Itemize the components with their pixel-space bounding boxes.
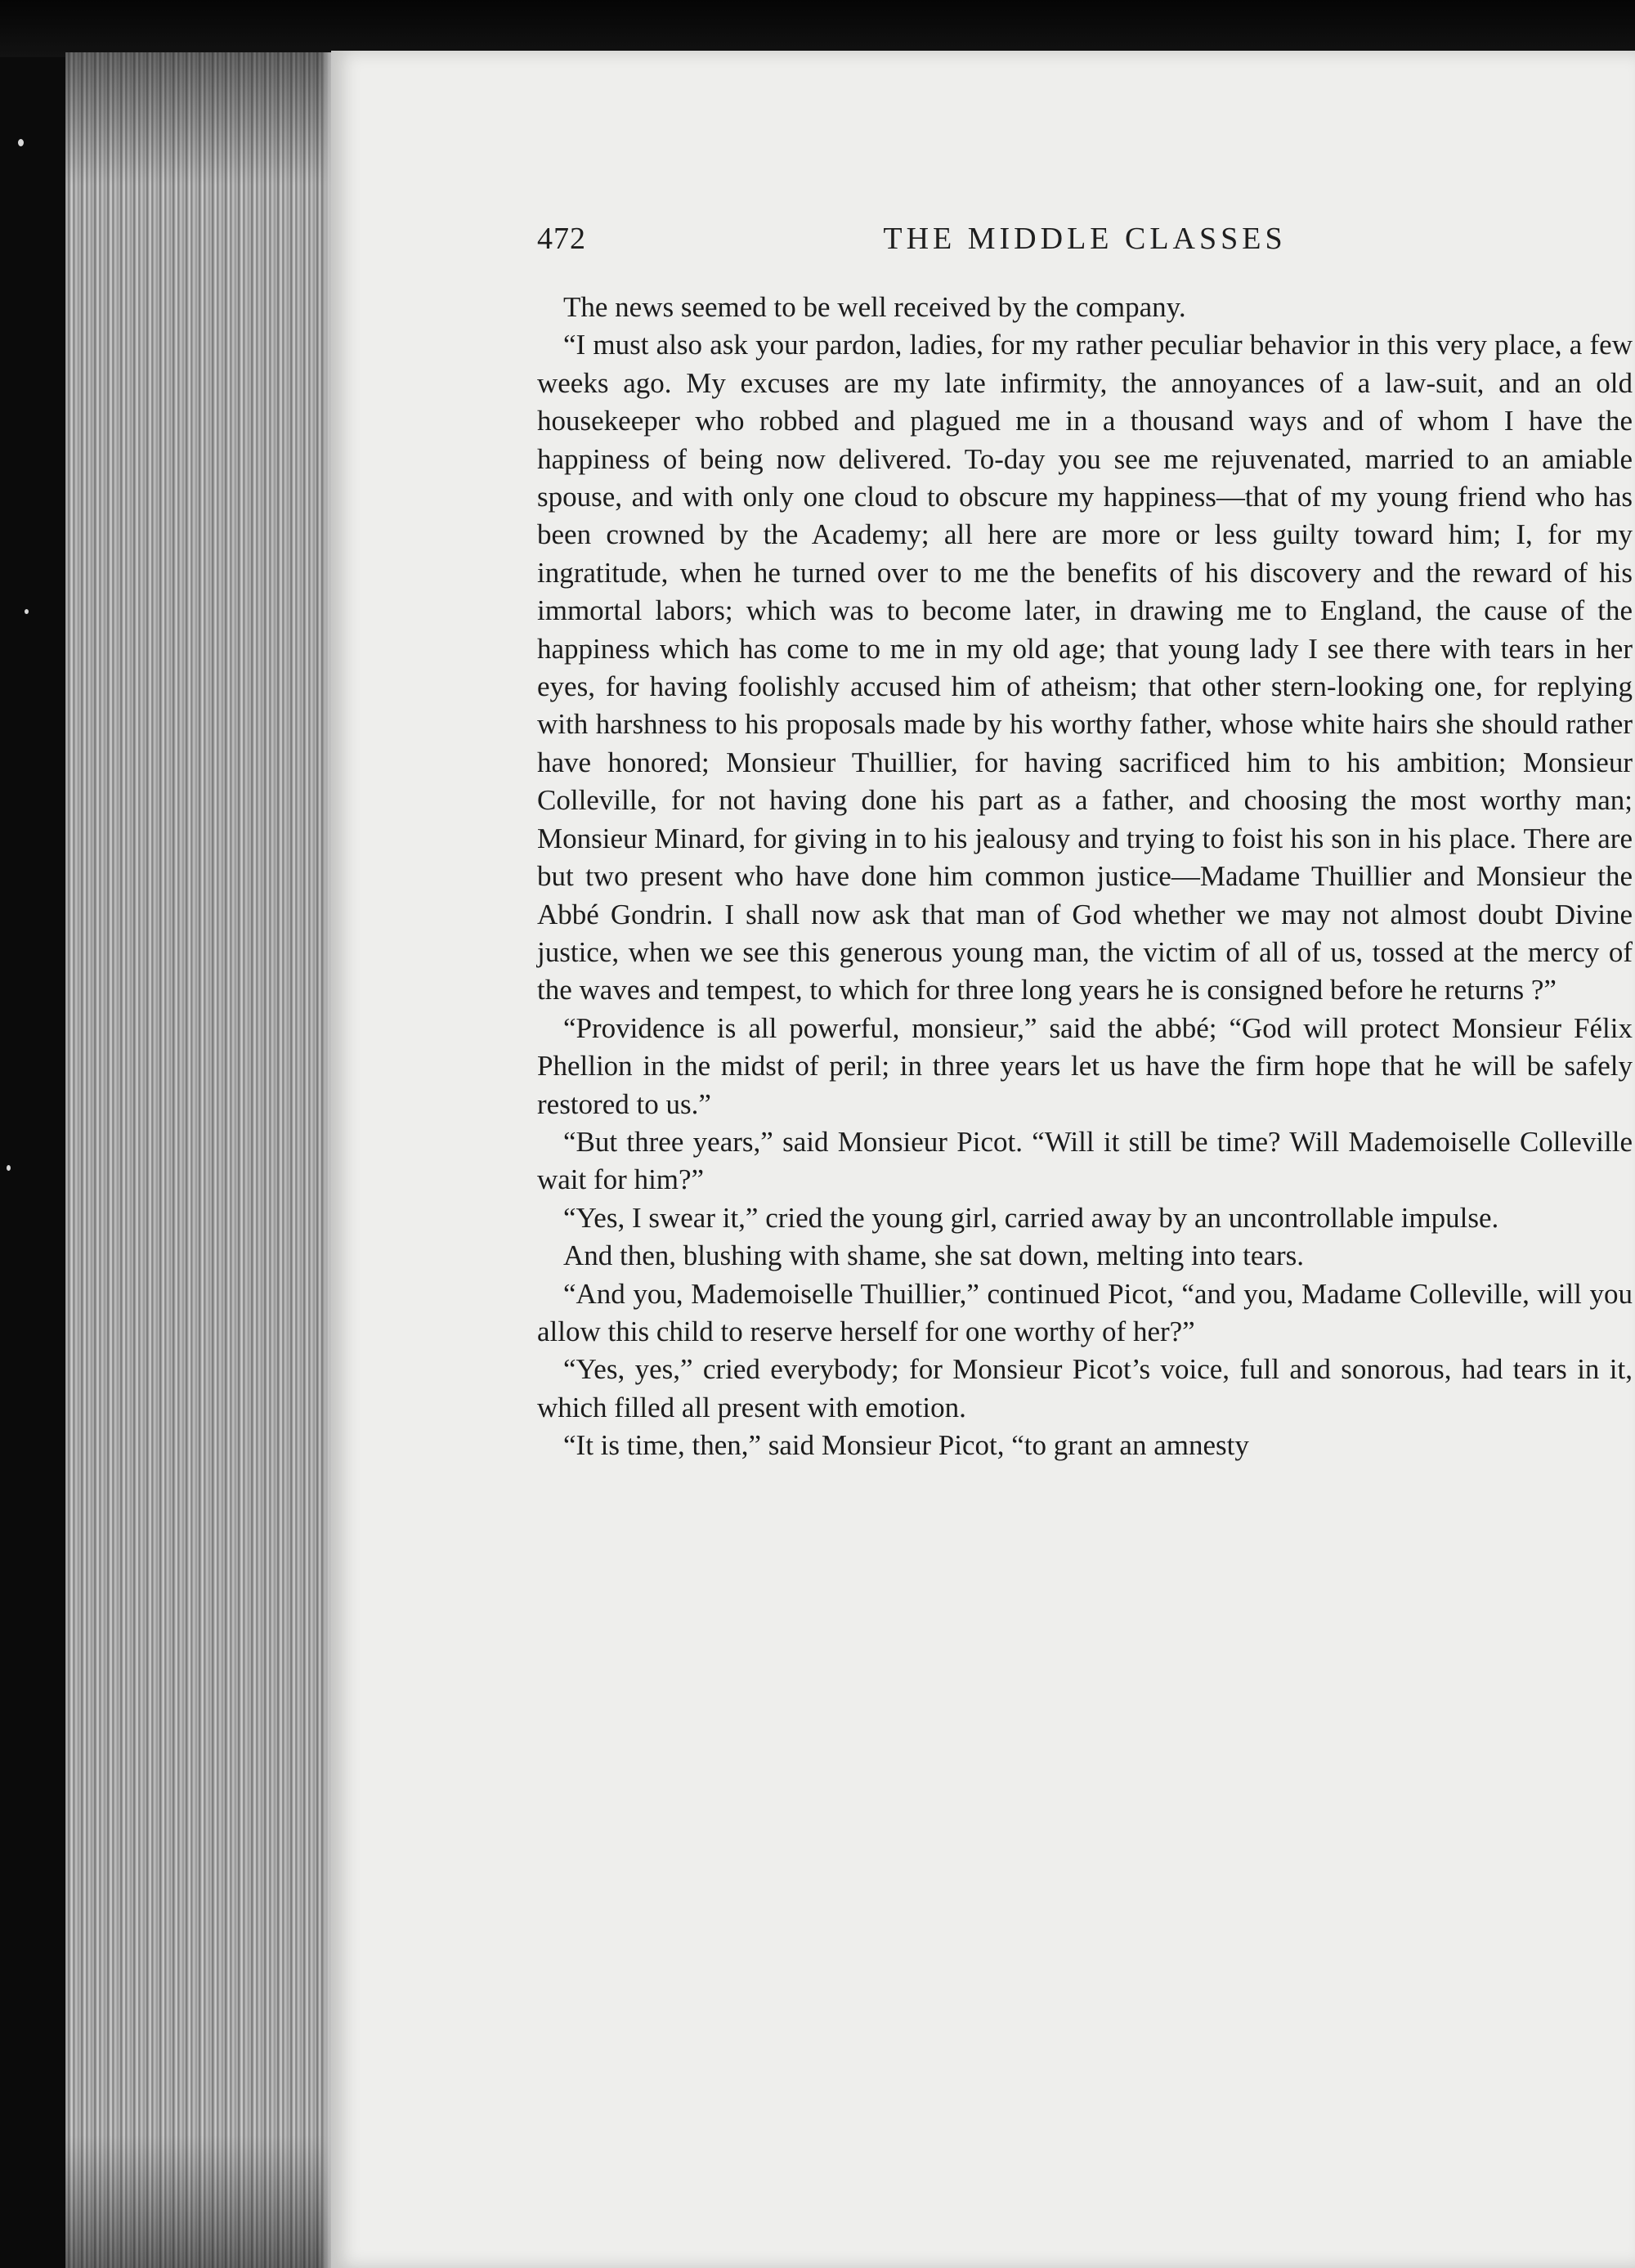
book-page-edges (65, 52, 335, 2268)
paragraph: “Providence is all powerful, monsieur,” said the abbé; “God will protect Monsieur Félix Phellion in the midst of peril; in three years let us have the firm hope that he will be safely restored to us.” (537, 1011, 1633, 1120)
book-page (331, 51, 1635, 2268)
dust-speck (18, 139, 24, 146)
paragraph: “It is time, then,” said Monsieur Picot, “to grant an amnesty (563, 1429, 1249, 1462)
paragraph: The news seemed to be well received by the company. (563, 291, 1186, 323)
paragraph: “Yes, I swear it,” cried the young girl, carried away by an uncontrollable impulse. (563, 1201, 1499, 1234)
paragraph: And then, blushing with shame, she sat down, melting into tears. (563, 1239, 1305, 1272)
paragraph: “Yes, yes,” cried everybody; for Monsieur Picot’s voice, full and sonorous, had tears in it, which filled all present with emotion. (537, 1353, 1633, 1423)
paragraph: “But three years,” said Monsieur Picot. “Will it still be time? Will Mademoiselle Colleville wait for him?” (537, 1125, 1633, 1196)
dust-speck (7, 1165, 11, 1171)
scanner-bed-edge (0, 0, 1635, 57)
running-header (537, 221, 1633, 270)
dust-speck (25, 609, 29, 614)
paragraph: “I must also ask your pardon, ladies, for my rather peculiar behavior in this very place, a few weeks ago. My excuses are my late infirmity, the annoyances of a law-suit, and an old housekeeper who robbed and plagued me in a thousand ways and of whom I have the happiness of being now delivered. To-day you see me rejuvenated, married to an amiable spouse, and with only one cloud to obscure my happiness—that of my young friend who has been crowned by the Academy; all here are more or less guilty toward him; I, for my ingratitude, when he turned over to me the benefits of his discovery and the reward of his immortal labors; which was to become later, in drawing me to England, the cause of the happiness which has come to me in my old age; that young lady I see there with tears in her eyes, for having foolishly accused him of atheism; that other stern-looking one, for replying with harshness to his proposals made by his worthy father, whose white hairs she should rather have honored; Monsieur Thuillier, for having sacrificed him to his ambition; Monsieur Colleville, for not having done his part as a father, and choosing the most worthy man; Monsieur Minard, for giving in to his jealousy and trying to foist his son in his place. There are but two present who have done him common justice—Madame Thuillier and Monsieur the Abbé Gondrin. I shall now ask that man of God whether we may not almost doubt Divine justice, when we see this generous young man, the victim of all of us, tossed at the mercy of the waves and tempest, to which for three long years he is consigned before he returns ?” (537, 329, 1633, 1006)
paragraph: “And you, Mademoiselle Thuillier,” continued Picot, “and you, Madame Colleville, will you allow this child to reserve herself for one worthy of her?” (537, 1277, 1633, 1347)
body-text (537, 289, 1633, 1465)
running-title: THE MIDDLE CLASSES (883, 222, 1287, 256)
page-number: 472 (537, 222, 586, 256)
